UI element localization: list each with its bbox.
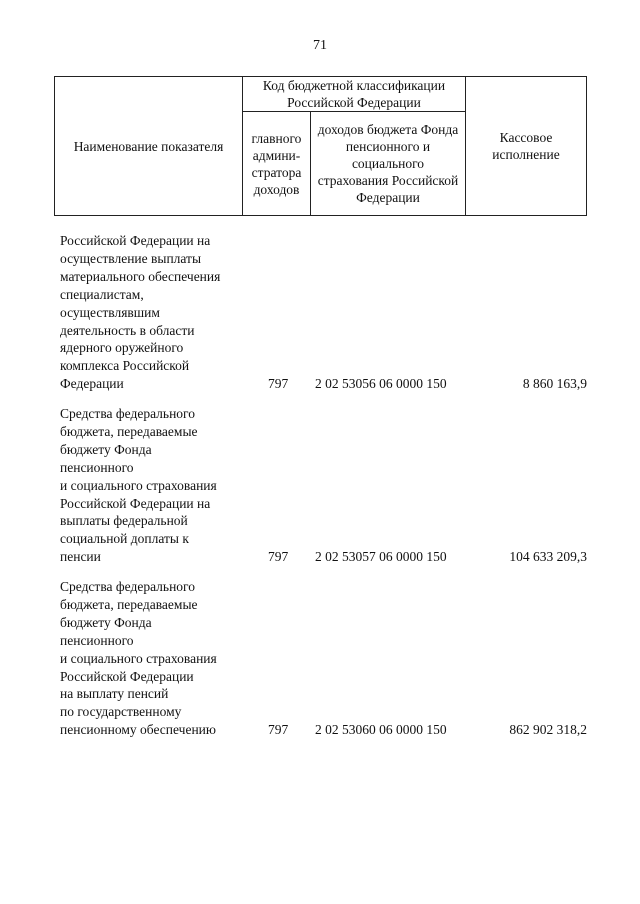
row-amount: 8 860 163,9	[522, 376, 587, 391]
row-admin-code: 797	[268, 376, 289, 391]
row-admin-code: 797	[268, 722, 289, 737]
header-chief-administrator: главного админи-стратора доходов	[251, 130, 302, 197]
row-revenue-code: 2 02 53056 06 0000 150	[315, 376, 447, 391]
page-number: 71	[313, 38, 327, 53]
header-cash-execution: Кассовое исполнение	[492, 130, 560, 162]
row-amount: 104 633 209,3	[509, 549, 587, 564]
table-row	[54, 232, 587, 392]
row-revenue-code: 2 02 53060 06 0000 150	[315, 722, 447, 737]
table-header	[54, 76, 587, 216]
header-budget-code-group: Код бюджетной классификации Российской Федерации	[262, 78, 446, 110]
table-row	[54, 405, 587, 565]
row-revenue-code: 2 02 53057 06 0000 150	[315, 549, 447, 564]
header-revenue-code: доходов бюджета Фонда пенсионного и социального страхования Российской Федерации	[317, 122, 459, 205]
header-divider	[310, 111, 311, 215]
row-admin-code: 797	[268, 549, 289, 564]
row-indicator-name: Средства федерального бюджета, передаваемые бюджету Фонда пенсионного и социального страхования Российской Федерации на выплату пенсий по государственному пенсионному обеспечению	[60, 579, 217, 738]
row-indicator-name: Средства федерального бюджета, передаваемые бюджету Фонда пенсионного и социального страхования Российской Федерации на выплаты федеральной социальной доплаты к пенсии	[60, 406, 217, 565]
row-amount: 862 902 318,2	[509, 722, 587, 737]
header-divider	[465, 77, 466, 215]
table-row	[54, 578, 587, 738]
row-indicator-name: Российской Федерации на осуществление выплаты материального обеспечения специалистам, осуществлявшим деятельность в области ядерного оружейного комплекса Российской Федерации	[60, 233, 221, 392]
header-indicator-name: Наименование показателя	[73, 138, 224, 154]
